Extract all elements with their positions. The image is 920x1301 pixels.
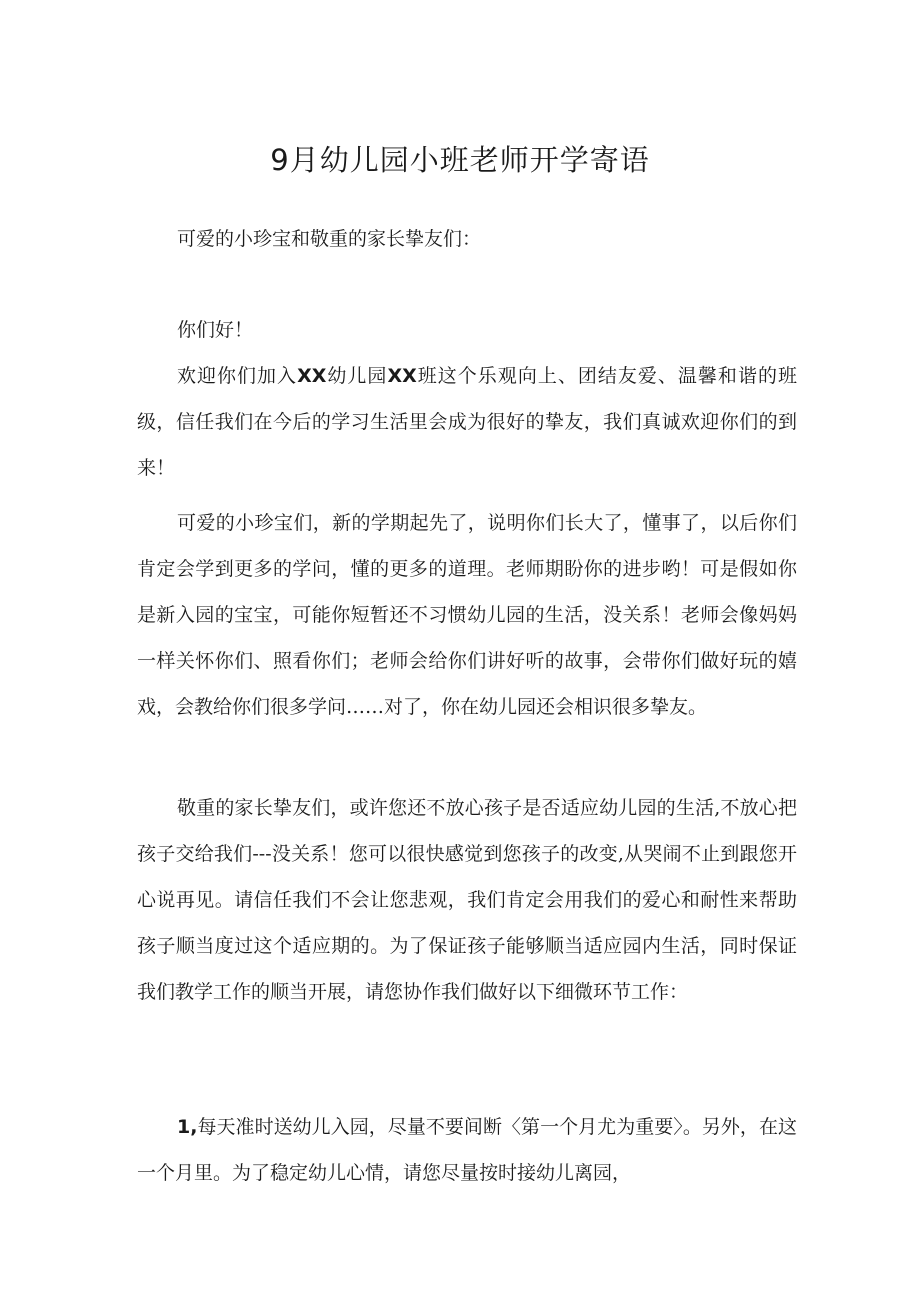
children-paragraph: 可爱的小珍宝们，新的学期起先了，说明你们长大了，懂事了，以后你们肯定会学到更多的学问，懂的更多的道理。老师期盼你的进步哟！可是假如你是新入园的宝宝，可能你短暂还不习惯幼儿园的生活，没关系！老师会像妈妈一样关怀你们、照看你们；老师会给你们讲好听的故事，会带你们做好玩的嬉戏，会教给你们很多学问……对了，你在幼儿园还会相识很多挚友。 bbox=[137, 512, 797, 718]
list-item-number: 1, bbox=[177, 1116, 198, 1138]
greeting: 你们好！ bbox=[177, 319, 254, 341]
list-item-text: 每天准时送幼儿入园，尽量不要间断〈第一个月尤为重要〉。另外，在这一个月里。为了稳定幼儿心情，请您尽量按时接幼儿离园， bbox=[137, 1116, 797, 1184]
list-item-1 bbox=[137, 1104, 797, 1196]
document-title: 9月幼儿园小班老师开学寄语 bbox=[270, 143, 650, 177]
parents-paragraph: 敬重的家长挚友们，或许您还不放心孩子是否适应幼儿园的生活,不放心把孩子交给我们---没关系！您可以很快感觉到您孩子的改变,从哭闹不止到跟您开心说再见。请信任我们不会让您悲观，我们肯定会用我们的爱心和耐性来帮助孩子顺当度过这个适应期的。为了保证孩子能够顺当适应园内生活，同时保证我们教学工作的顺当开展，请您协作我们做好以下细微环节工作： bbox=[137, 797, 797, 1003]
kindergarten-placeholder: XX bbox=[297, 365, 327, 387]
welcome-text-2: 幼儿园 bbox=[326, 365, 388, 387]
class-placeholder: XX bbox=[387, 365, 417, 387]
welcome-text-3: 班这个乐观向上、团结友爱、温馨和谐的班级，信任我们在今后的学习生活里会成为很好的挚友，我们真诚欢迎你们的到来！ bbox=[137, 365, 797, 479]
welcome-text-1: 欢迎你们加入 bbox=[177, 365, 298, 387]
salutation: 可爱的小珍宝和敬重的家长挚友们： bbox=[177, 228, 482, 250]
welcome-paragraph bbox=[137, 353, 797, 491]
